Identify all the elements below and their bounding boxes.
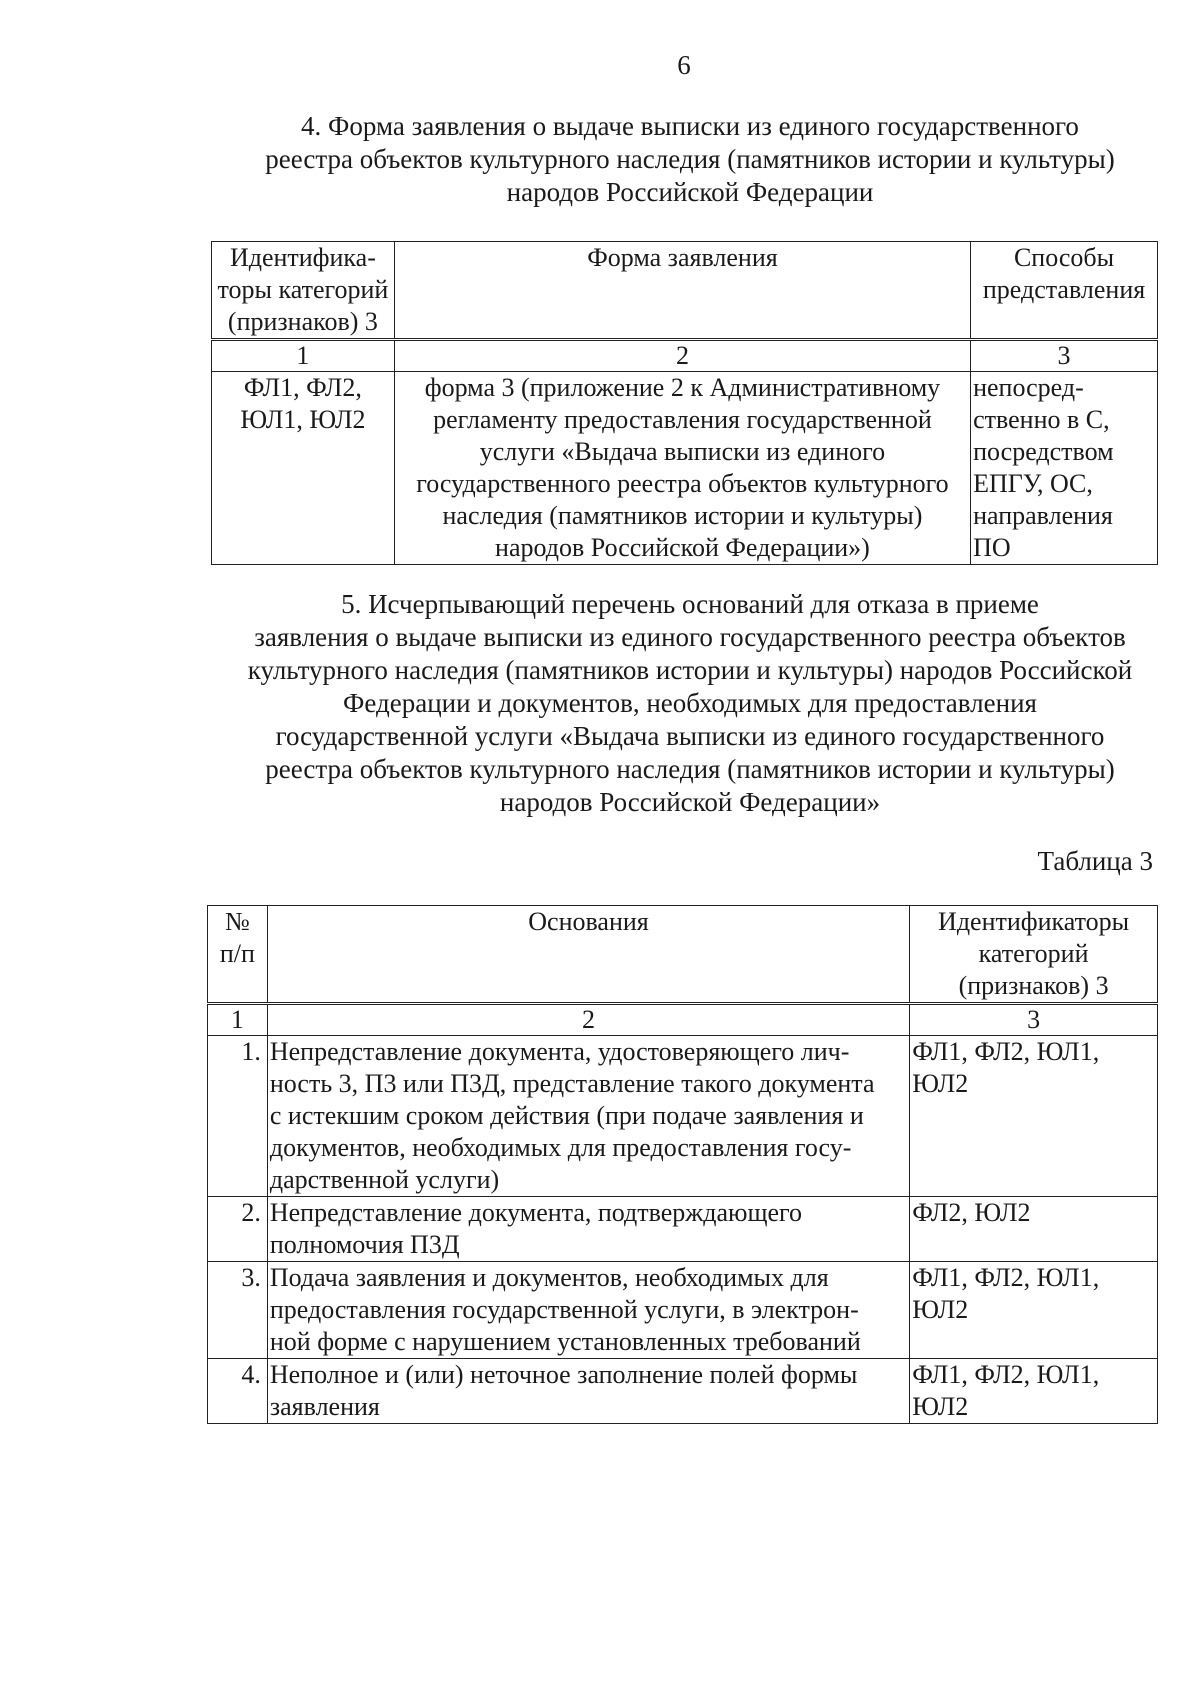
page-number: 6 — [677, 50, 691, 80]
row-number: 4. — [208, 1359, 268, 1424]
heading-line: народов Российской Федерации — [506, 177, 874, 207]
refusal-grounds-table — [207, 905, 1158, 1424]
cell-identifiers: ФЛ1, ФЛ2, ЮЛ1, ЮЛ2 — [212, 372, 395, 565]
row-basis: Непредставление документа, удостоверяющего лич- ность 3, П3 или П3Д, представление такого документа с истекшим сроком действия (при подаче заявления и документов, необходимых для предоставления госу- дарственной услуги) — [267, 1036, 909, 1197]
table-header-row — [208, 906, 1158, 1004]
row-identifiers: ФЛ2, ЮЛ2 — [910, 1197, 1158, 1262]
table-header-row — [212, 242, 1158, 340]
column-number: 1 — [208, 1004, 268, 1036]
column-number-row — [208, 1004, 1158, 1036]
row-number: 3. — [208, 1262, 268, 1359]
header-methods: Способы представления — [971, 242, 1158, 340]
table-row — [208, 1262, 1158, 1359]
row-number: 2. — [208, 1197, 268, 1262]
column-number-row — [212, 340, 1158, 372]
row-identifiers: ФЛ1, ФЛ2, ЮЛ1, ЮЛ2 — [910, 1036, 1158, 1197]
heading-line: 4. Форма заявления о выдаче выписки из единого государственного — [301, 111, 1079, 141]
heading-line: культурного наследия (памятников истории и культуры) народов Российской — [247, 655, 1133, 685]
header-grounds: Основания — [267, 906, 909, 1004]
row-basis: Подача заявления и документов, необходимых для предоставления государственной услуги, в электрон- ной форме с нарушением установленных требований — [267, 1262, 909, 1359]
column-number: 2 — [394, 340, 970, 372]
heading-line: Федерации и документов, необходимых для предоставления — [343, 688, 1037, 718]
row-basis: Непредставление документа, подтверждающего полномочия П3Д — [267, 1197, 909, 1262]
heading-line: народов Российской Федерации» — [499, 787, 881, 817]
table-row — [208, 1359, 1158, 1424]
cell-form: форма 3 (приложение 2 к Административному регламенту предоставления государственной услуги «Выдача выписки из единого государственного реестра объектов культурного наследия (памятников истории и культуры) народов Российской Федерации») — [394, 372, 970, 565]
heading-line: заявления о выдаче выписки из единого государственного реестра объектов — [254, 622, 1126, 652]
column-number: 3 — [971, 340, 1158, 372]
header-identifiers: Идентифика- торы категорий (признаков) 3 — [212, 242, 395, 340]
heading-line: реестра объектов культурного наследия (памятников истории и культуры) — [265, 754, 1115, 784]
header-identifiers: Идентификаторы категорий (признаков) 3 — [910, 906, 1158, 1004]
row-identifiers: ФЛ1, ФЛ2, ЮЛ1, ЮЛ2 — [910, 1359, 1158, 1424]
header-form: Форма заявления — [394, 242, 970, 340]
heading-line: реестра объектов культурного наследия (памятников истории и культуры) — [265, 144, 1115, 174]
table-caption: Таблица 3 — [1037, 846, 1153, 876]
column-number: 3 — [910, 1004, 1158, 1036]
section-4-heading — [210, 110, 1170, 209]
table-row — [208, 1197, 1158, 1262]
row-number: 1. — [208, 1036, 268, 1197]
table-row — [208, 1036, 1158, 1197]
heading-line: 5. Исчерпывающий перечень оснований для отказа в приеме — [341, 589, 1039, 619]
row-identifiers: ФЛ1, ФЛ2, ЮЛ1, ЮЛ2 — [910, 1262, 1158, 1359]
section-5-heading — [210, 588, 1170, 819]
column-number: 1 — [212, 340, 395, 372]
cell-methods: непосред- ственно в С, посредством ЕПГУ, ОС, направления ПО — [971, 372, 1158, 565]
application-form-table — [211, 241, 1158, 565]
heading-line: государственной услуги «Выдача выписки из единого государственного — [275, 721, 1105, 751]
table-row — [212, 372, 1158, 565]
header-number: № п/п — [208, 906, 268, 1004]
column-number: 2 — [267, 1004, 909, 1036]
row-basis: Неполное и (или) неточное заполнение полей формы заявления — [267, 1359, 909, 1424]
